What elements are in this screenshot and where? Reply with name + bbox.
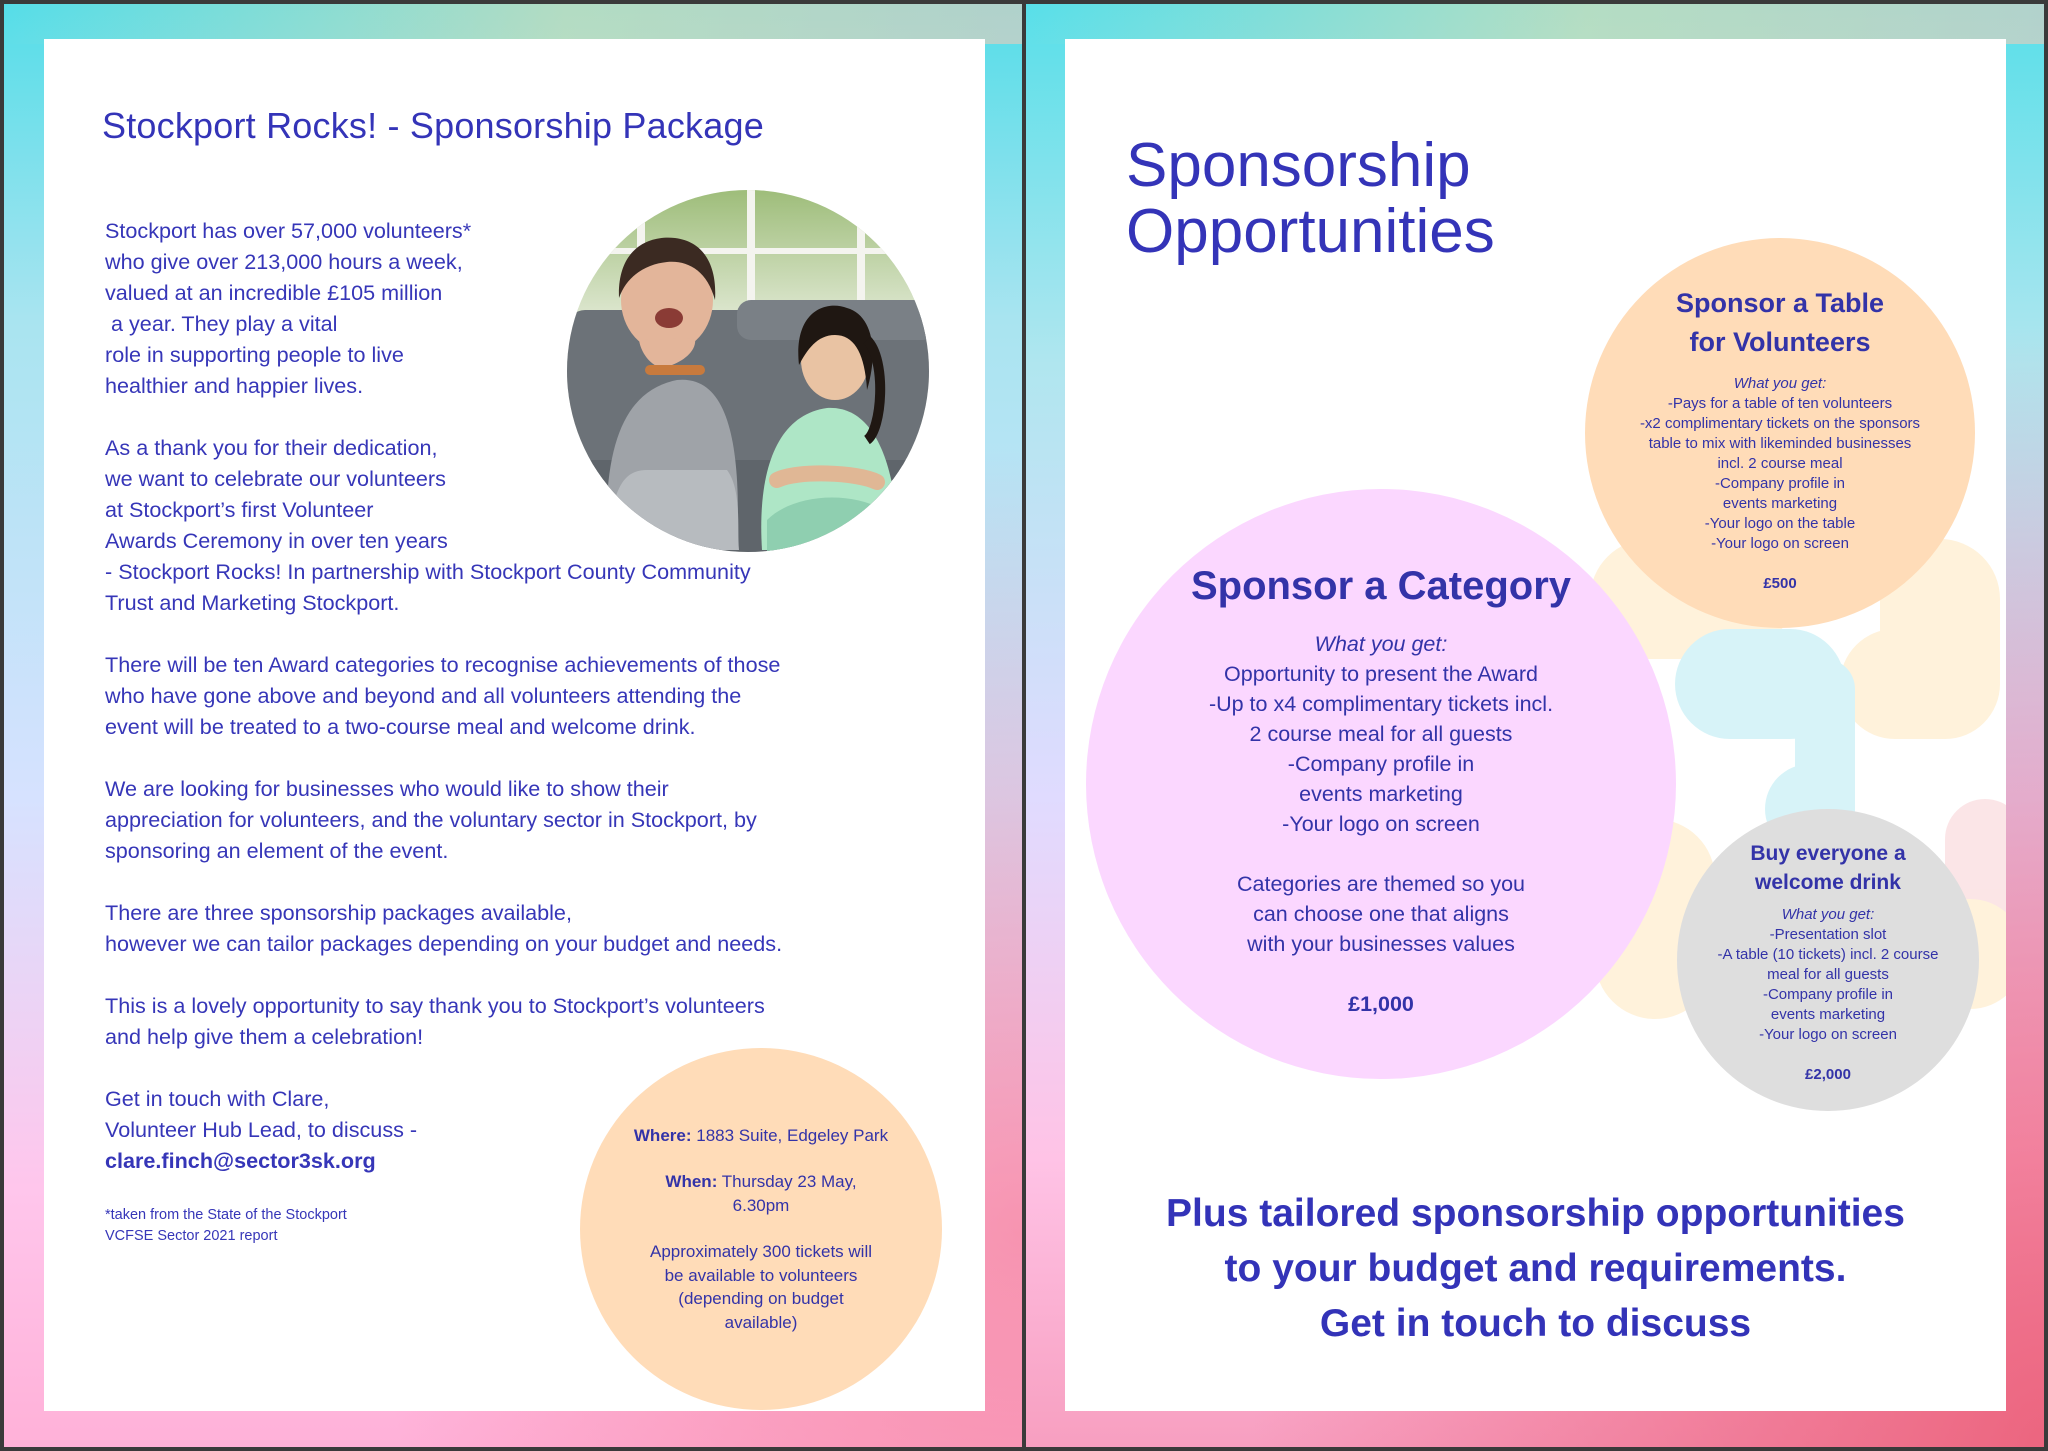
contact-block: Get in touch with Clare, Volunteer Hub Lead, to discuss - clare.finch@sector3sk.org <box>105 1083 965 1176</box>
left-card <box>44 39 985 1411</box>
sponsor-table-heading: Sponsor a Table for Volunteers <box>1675 288 1885 357</box>
page-title: Stockport Rocks! - Sponsorship Package <box>102 105 764 146</box>
call-to-action: Plus tailored sponsorship opportunities to your budget and requirements. Get in touch to discuss <box>1166 1192 1905 1345</box>
sponsor-table-circle <box>1585 238 1975 628</box>
paragraph-volunteer-stats: Stockport has over 57,000 volunteers* who give over 213,000 hours a week, valued at an incredible £105 million a year. They play a vital role in supporting people to live healthier and happier lives. <box>105 218 472 398</box>
sponsor-table-benefits: -Pays for a table of ten volunteers -x2 complimentary tickets on the sponsors table to mix with likeminded businesses incl. 2 course meal -Company profile in events marketing -Your logo on the table -Your logo on screen <box>1639 395 1921 552</box>
event-where: Where: 1883 Suite, Edgeley Park <box>633 1125 889 1145</box>
paragraph-award-categories: There will be ten Award categories to recognise achievements of those who have gone above and beyond and all volunteers attending the event will be treated to a two-course meal and welcome drink. <box>105 652 781 739</box>
welcome-drink-price: £2,000 <box>1805 1066 1851 1083</box>
sponsor-category-note: Categories are themed so you can choose one that aligns with your businesses values <box>1236 872 1526 956</box>
top-tint <box>1026 4 2044 44</box>
paragraph-celebration: As a thank you for their dedication, we want to celebrate our volunteers at Stockport’s first Volunteer Awards Ceremony in over ten years - Stockport Rocks! In partnership with Stockport County Community Trust and Marketing Stockport. <box>105 435 751 615</box>
sponsor-category-circle <box>1086 489 1676 1079</box>
left-page <box>4 4 1022 1447</box>
what-you-get-label: What you get: <box>1314 632 1448 656</box>
page-title: Sponsorship Opportunities <box>1126 131 1495 266</box>
event-tickets: Approximately 300 tickets will be available to volunteers (depending on budget available) <box>649 1242 873 1332</box>
paragraph-businesses: We are looking for businesses who would like to show their appreciation for volunteers, and the voluntary sector in Stockport, by sponsoring an element of the event. <box>105 776 757 863</box>
welcome-drink-benefits: -Presentation slot -A table (10 tickets) incl. 2 course meal for all guests -Company profile in events marketing -Your logo on screen <box>1717 926 1939 1043</box>
sponsor-category-benefits: Opportunity to present the Award -Up to x4 complimentary tickets incl. 2 course meal for all guests -Company profile in events marketing -Your logo on screen <box>1208 662 1554 836</box>
intro-text <box>105 215 965 1207</box>
what-you-get-label: What you get: <box>1781 906 1875 923</box>
right-page <box>1026 4 2044 1447</box>
welcome-drink-circle <box>1677 809 1979 1111</box>
sponsor-table-price: £500 <box>1763 575 1797 592</box>
contact-email-link[interactable]: clare.finch@sector3sk.org <box>105 1148 376 1173</box>
top-tint <box>4 4 1022 44</box>
sponsor-category-heading: Sponsor a Category <box>1190 564 1572 608</box>
footnote: *taken from the State of the Stockport VCFSE Sector 2021 report <box>105 1207 347 1244</box>
paragraph-opportunity: This is a lovely opportunity to say thank you to Stockport’s volunteers and help give them a celebration! <box>105 993 765 1049</box>
event-details-circle <box>580 1048 942 1410</box>
event-when: When: Thursday 23 May, 6.30pm <box>665 1172 857 1215</box>
paragraph-packages: There are three sponsorship packages available, however we can tailor packages depending on your budget and needs. <box>105 900 783 956</box>
sponsor-category-price: £1,000 <box>1348 992 1414 1016</box>
welcome-drink-heading: Buy everyone a welcome drink <box>1750 842 1906 894</box>
right-card <box>1065 39 2006 1411</box>
what-you-get-label: What you get: <box>1733 375 1827 392</box>
